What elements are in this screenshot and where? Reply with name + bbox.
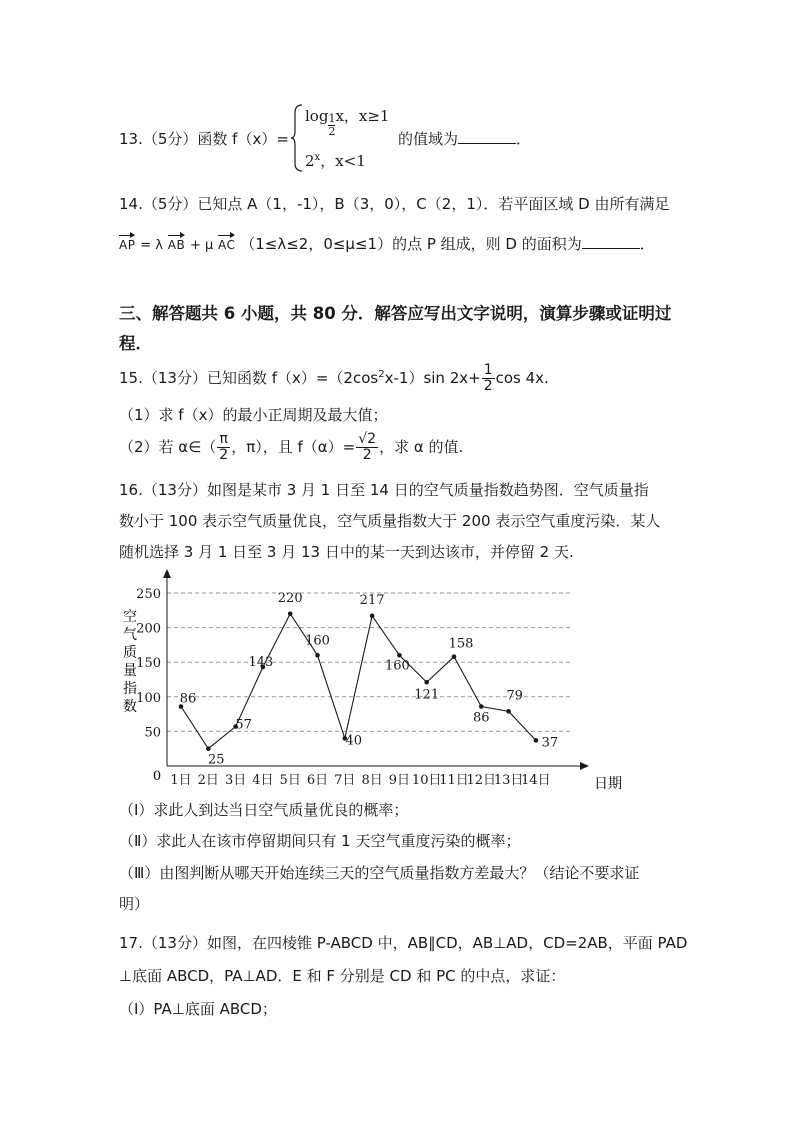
y-tick-label: 200 [136,621,161,637]
x-tick-label: 4日 [252,773,274,788]
q17-line1: 17.（13分）如图，在四棱锥 P-ABCD 中，AB∥CD，AB⊥AD，CD=2AB，平面 PAD [119,934,688,952]
section-title-line2: 程． [119,334,152,353]
x-tick-label: 5日 [279,773,301,788]
data-label: 160 [305,633,330,649]
q16-line2: 数小于 100 表示空气质量优良，空气质量指数大于 200 表示空气重度污染．某人 [119,512,661,530]
data-point [315,653,320,658]
data-point [479,704,484,709]
y-tick-label: 250 [136,587,161,602]
data-label: 217 [359,592,385,608]
data-label: 25 [208,752,225,768]
data-point [370,614,375,619]
x-tick-label: 10日 [411,773,442,788]
x-axis-title: 日期 [594,776,622,792]
q13-prefix: 13.（5分）函数 f（x）= [119,130,289,148]
data-label: 86 [473,710,490,726]
fraction-sqrt2-half: $\frac{√2}{2}$ [358,431,377,463]
y-tick-label: 50 [144,725,161,741]
piecewise-brace [290,103,304,177]
y-axis-title-char: 指 [123,681,137,697]
data-point [206,746,211,751]
q15-part1: （1）求 f（x）的最小正周期及最大值； [119,406,388,424]
q16-part3-line1: （Ⅲ）由图判断从哪天开始连续三天的空气质量指数方差最大？（结论不要求证 [119,864,640,882]
x-tick-label: 9日 [388,773,411,788]
origin-label: 0 [152,769,162,784]
answer-blank[interactable] [458,143,516,144]
y-axis-arrow [163,569,171,578]
fraction-pi-half: $\frac{\pi}{2}$ [219,431,229,463]
aqi-chart [110,565,640,795]
x-tick-label: 8日 [361,773,383,788]
data-point [534,738,539,743]
q16-line1: 16.（13分）如图是某市 3 月 1 日至 14 日的空气质量指数趋势图．空气质量指 [119,481,649,499]
fraction-half: $\frac{1}{2}$ [483,362,493,394]
vector-ab: AB [167,238,186,252]
q15-part2: （2）若 α∈（ $\frac{\pi}{2}$ ，π），且 f（α）= $\frac{√2}{2}$ ，求 α 的值. [119,431,464,463]
data-point [288,611,293,616]
data-label: 143 [248,655,274,671]
section-title-line1: 三、解答题共 6 小题，共 80 分．解答应写出文字说明，演算步骤或证明过 [119,304,672,323]
y-axis-title-char: 数 [123,699,137,715]
data-label: 121 [414,687,440,703]
vector-ac: AC [218,238,236,252]
vector-ap: AP [119,238,136,252]
q16-part2: （Ⅱ）求此人在该市停留期间只有 1 天空气重度污染的概率； [119,832,521,850]
data-label: 37 [541,735,559,751]
y-axis-title-char: 量 [123,663,137,679]
aqi-line-chart [110,565,640,795]
q16-part3-line2: 明） [119,895,150,913]
answer-blank[interactable] [582,248,640,249]
data-label: 160 [384,658,410,674]
x-axis-arrow [580,762,589,770]
data-point [506,709,511,714]
y-axis-title-char: 空 [123,609,137,625]
x-tick-label: 1日 [170,773,192,788]
x-tick-label: 11日 [439,773,469,788]
data-point [397,653,402,658]
y-tick-label: 100 [136,690,161,706]
x-tick-label: 2日 [197,773,219,788]
data-point [424,680,429,685]
q13-case2: 2$^x$，x<1 [305,152,366,170]
data-label: 158 [448,636,474,652]
q13-case1: log $\frac{1}{2}$ x，x≥1 [305,107,390,138]
data-label: 40 [345,733,363,749]
x-tick-label: 12日 [466,773,497,788]
q16-line3: 随机选择 3 月 1 日至 3 月 13 日中的某一天到达该市，并停留 2 天. [119,543,574,561]
x-tick-label: 7日 [334,773,356,788]
q13-suffix: 的值域为 ． [398,130,532,148]
data-label: 57 [235,717,252,733]
q16-part1: （Ⅰ）求此人到达当日空气质量优良的概率； [119,801,409,819]
series-line [181,614,536,749]
x-tick-label: 14日 [521,773,551,788]
x-tick-label: 6日 [306,773,329,788]
q17-part1: （Ⅰ）PA⊥底面 ABCD； [119,1000,277,1018]
q15-stem: 15.（13分）已知函数 $f(x)=(2\cos^2x-1)\sin$ 2x+ $\frac{1}{2}$ cos 4x. [119,362,549,394]
y-axis-title-char: 质 [123,645,137,661]
data-point [452,654,457,659]
y-axis-title-char: 气 [123,627,137,643]
x-tick-label: 13日 [493,773,524,788]
q14-line2: AP = λ AB + μ AC （1≤λ≤2，0≤μ≤1）的点 P 组成，则 D 的面积为 ． [119,235,655,253]
data-label: 79 [506,688,523,704]
data-label: 220 [277,590,303,606]
data-label: 86 [179,691,197,707]
x-tick-label: 3日 [224,773,247,788]
y-tick-label: 150 [136,656,161,672]
q17-line2: ⊥底面 ABCD，PA⊥AD．E 和 F 分别是 CD 和 PC 的中点，求证： [119,967,566,985]
q14-line1: 14.（5分）已知点 A（1，-1），B（3，0），C（2，1）．若平面区域 D 由所有满足 [119,195,670,213]
